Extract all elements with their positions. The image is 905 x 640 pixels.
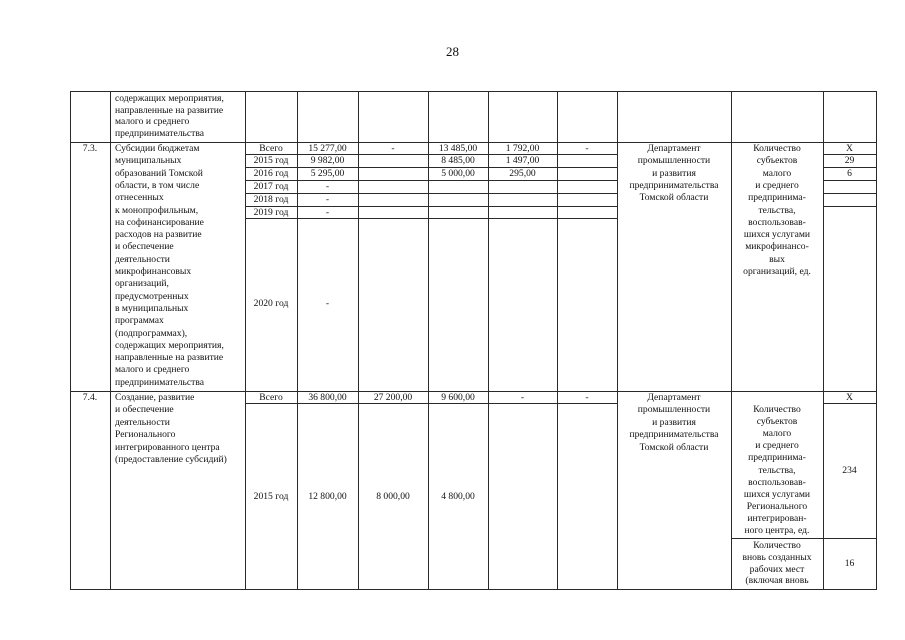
local-amount: 1 792,00	[505, 143, 540, 154]
indicator-text-line: субъектов	[756, 416, 798, 428]
table-rule	[731, 538, 877, 539]
indicator-text-line: тельства,	[758, 464, 796, 476]
mechanism-text-line: предусмотренных	[115, 290, 189, 302]
indicator-text-line: Количество	[753, 540, 801, 551]
federal-amount: -	[391, 143, 395, 154]
indicator-text-line: (включая вновь	[745, 575, 809, 587]
mechanism-text-line: (подпрограммах),	[115, 327, 188, 339]
indicator-value: 16	[844, 558, 855, 569]
indicator-text-line: интегрирован-	[747, 512, 807, 524]
indicator-text-line: шихся услугами	[743, 229, 811, 241]
federal-amount: 8 000,00	[376, 491, 410, 502]
year-label: Всего	[259, 392, 283, 403]
regional-amount: 13 485,00	[438, 143, 478, 154]
indicator-text-line: и среднего	[755, 440, 799, 452]
indicator-text-line: вновь созданных	[742, 551, 812, 563]
indicator-text-line: воспользовав-	[748, 216, 806, 228]
total-amount: -	[325, 207, 330, 218]
year-label: 2015 год	[253, 155, 289, 166]
executor-text-line: предпринимательства	[629, 429, 719, 441]
indicator-text-line: шихся услугами	[743, 488, 811, 500]
executor-text-line: Томской области	[639, 192, 709, 204]
other-amount: -	[585, 143, 589, 154]
mechanism-text-line: отнесенных	[115, 192, 164, 204]
page-number: 28	[446, 44, 459, 59]
year-label: 2016 год	[253, 168, 289, 179]
mechanism-text-line: предпринимательства	[115, 376, 205, 388]
indicator-value: 234	[842, 465, 857, 476]
table-rule	[358, 91, 359, 590]
mechanism-text-line: малого и среднего	[115, 364, 190, 376]
table-rule	[557, 91, 558, 590]
mechanism-text-line: программах	[115, 315, 164, 327]
mechanism-text-line: расходов на развитие	[115, 229, 202, 241]
indicator-value: X	[846, 392, 853, 403]
executor-text-line: промышленности	[637, 404, 711, 416]
regional-amount: 4 800,00	[441, 491, 475, 502]
executor-text-line: и развития	[652, 416, 696, 428]
federal-amount: 27 200,00	[373, 392, 413, 403]
total-amount: 5 295,00	[310, 168, 345, 179]
mechanism-text-line: предпринимательства	[115, 127, 205, 139]
mechanism-text-line: и обеспечение	[115, 404, 174, 416]
mechanism-text-line: Субсидии бюджетам	[115, 143, 200, 154]
mechanism-text-line: муниципальных	[115, 155, 182, 167]
total-amount: 15 277,00	[308, 143, 347, 154]
mechanism-text-line: малого и среднего	[115, 116, 190, 127]
indicator-text-line: малого	[762, 428, 792, 440]
indicator-text-line: предпринима-	[748, 452, 806, 464]
regional-amount: 5 000,00	[441, 168, 475, 179]
year-label: 2015 год	[253, 491, 289, 502]
total-amount: -	[325, 181, 330, 192]
indicator-text-line: Регионального	[746, 500, 808, 512]
year-label: 2018 год	[253, 194, 289, 205]
mechanism-text-line: в муниципальных	[115, 302, 189, 314]
table-rule	[70, 91, 877, 92]
indicator-text-line: тельства,	[758, 204, 796, 216]
row-number: 7.3.	[82, 143, 98, 154]
mechanism-text-line: организаций,	[115, 278, 169, 290]
table-rule	[110, 91, 111, 590]
mechanism-text-line: направленные на развитие	[115, 104, 224, 116]
indicator-text-line: Количество	[753, 404, 801, 415]
mechanism-text-line: области, в том числе	[115, 179, 200, 191]
mechanism-text-line: (предоставление субсидий)	[115, 454, 227, 465]
table-rule	[823, 206, 877, 207]
local-amount: 1 497,00	[505, 155, 540, 166]
year-label: 2019 год	[253, 207, 289, 218]
total-amount: 36 800,00	[308, 392, 347, 403]
indicator-value: 6	[847, 168, 852, 179]
total-amount: -	[325, 194, 330, 205]
indicator-text-line: рабочих мест	[749, 563, 805, 575]
mechanism-text-line: содержащих мероприятия,	[115, 339, 224, 351]
total-amount: -	[325, 298, 330, 309]
year-label: Всего	[259, 143, 283, 154]
indicator-text-line: воспользовав-	[748, 476, 806, 488]
local-amount: 295,00	[509, 168, 536, 179]
row-number: 7.4.	[82, 392, 98, 403]
mechanism-text-line: Создание, развитие	[115, 392, 195, 403]
other-amount: -	[585, 392, 589, 403]
indicator-text-line: вых	[769, 253, 785, 265]
mechanism-text-line: деятельности	[115, 253, 170, 265]
indicator-value: 29	[844, 155, 855, 166]
table-rule	[823, 193, 877, 194]
year-label: 2017 год	[253, 181, 289, 192]
table-rule	[876, 91, 877, 590]
indicator-text-line: организаций, ед.	[743, 266, 811, 277]
mechanism-text-line: направленные на развитие	[115, 352, 224, 364]
executor-text-line: предпринимательства	[629, 179, 719, 191]
table-rule	[70, 589, 877, 590]
indicator-text-line: малого	[762, 167, 792, 179]
total-amount: 9 982,00	[310, 155, 345, 166]
executor-text-line: Департамент	[647, 143, 701, 154]
indicator-text-line: Количество	[753, 143, 801, 154]
mechanism-text-line: на софинансирование	[115, 216, 204, 228]
regional-amount: 9 600,00	[441, 392, 475, 403]
mechanism-text-line: микрофинансовых	[115, 266, 192, 277]
regional-amount: 8 485,00	[441, 155, 475, 166]
indicator-text-line: субъектов	[756, 155, 798, 167]
mechanism-text-line: образований Томской	[115, 167, 203, 179]
executor-text-line: промышленности	[637, 155, 711, 167]
mechanism-text-line: содержащих мероприятия,	[115, 93, 224, 104]
executor-text-line: Департамент	[647, 392, 701, 403]
year-label: 2020 год	[253, 298, 289, 309]
table-rule	[823, 180, 877, 181]
table-rule	[70, 91, 71, 590]
local-amount: -	[520, 392, 525, 403]
executor-text-line: и развития	[652, 167, 696, 179]
indicator-text-line: микрофинансо-	[745, 241, 809, 253]
indicator-text-line: предпринима-	[748, 192, 806, 204]
indicator-text-line: и среднего	[755, 179, 799, 191]
indicator-text-line: ного центра, ед.	[744, 525, 810, 536]
mechanism-text-line: к монопрофильным,	[115, 204, 199, 216]
executor-text-line: Томской области	[639, 441, 709, 453]
mechanism-text-line: Регионального	[115, 429, 176, 441]
mechanism-text-line: интегрированного центра	[115, 441, 220, 453]
total-amount: 12 800,00	[308, 491, 347, 502]
mechanism-text-line: и обеспечение	[115, 241, 174, 253]
indicator-value: X	[846, 143, 853, 154]
mechanism-text-line: деятельности	[115, 416, 170, 428]
